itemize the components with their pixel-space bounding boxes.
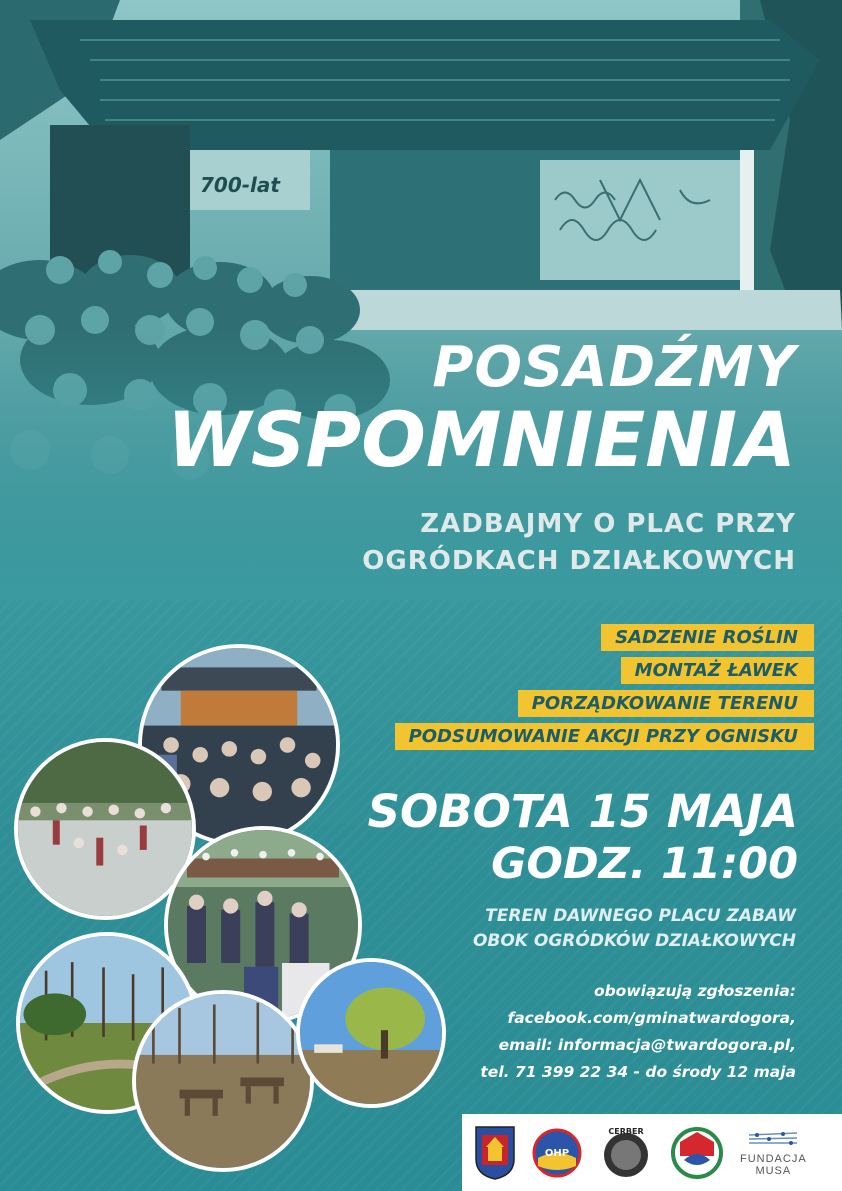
contact-note: obowiązują zgłoszenia: xyxy=(593,982,796,1000)
title-line1: POSADŹMY xyxy=(432,335,796,400)
svg-text:OHP: OHP xyxy=(544,1148,570,1159)
photo-benches xyxy=(132,990,314,1172)
location-line2: OBOK OGRÓDKÓW DZIAŁKOWYCH xyxy=(472,931,796,951)
cerber-logo-icon xyxy=(598,1125,654,1181)
sponsor-logos xyxy=(474,1122,807,1184)
event-location xyxy=(473,904,796,954)
coat-of-arms-icon xyxy=(474,1125,516,1181)
subtitle-line2: OGRÓDKACH DZIAŁKOWYCH xyxy=(362,546,796,576)
event-date: SOBOTA 15 MAJA xyxy=(367,785,798,838)
activity-bar: PORZĄDKOWANIE TERENU xyxy=(518,690,814,717)
pzhgp-logo-icon xyxy=(670,1126,724,1180)
subtitle-line1: ZADBAJMY O PLAC PRZY xyxy=(420,509,796,539)
ochir-logo-icon xyxy=(532,1128,582,1178)
facebook-link[interactable]: facebook.com/gminatwardogora, xyxy=(507,1009,796,1027)
activity-bar: SADZENIE ROŚLIN xyxy=(601,624,814,651)
email-link[interactable]: email: informacja@twardogora.pl, xyxy=(498,1036,796,1054)
activity-bar: MONTAŻ ŁAWEK xyxy=(621,657,814,684)
fundacja-label: FUNDACJA xyxy=(740,1153,807,1165)
fundacja-musa-logo-icon xyxy=(740,1129,807,1177)
contact-info xyxy=(480,978,796,1086)
activities-list xyxy=(395,624,814,750)
event-datetime xyxy=(368,786,798,890)
phone-deadline: tel. 71 399 22 34 - do środy 12 maja xyxy=(480,1063,796,1081)
poster-title xyxy=(166,335,796,484)
photo-spring-tree xyxy=(296,958,446,1108)
cerber-label: CERBER xyxy=(608,1127,644,1136)
activity-bar: PODSUMOWANIE AKCJI PRZY OGNISKU xyxy=(395,723,814,750)
event-time: GODZ. 11:00 xyxy=(491,839,798,889)
musa-label: MUSA xyxy=(755,1165,792,1177)
poster-subtitle xyxy=(362,506,796,580)
title-line2: WSPOMNIENIA xyxy=(166,395,796,484)
location-line1: TEREN DAWNEGO PLACU ZABAW xyxy=(485,906,796,926)
